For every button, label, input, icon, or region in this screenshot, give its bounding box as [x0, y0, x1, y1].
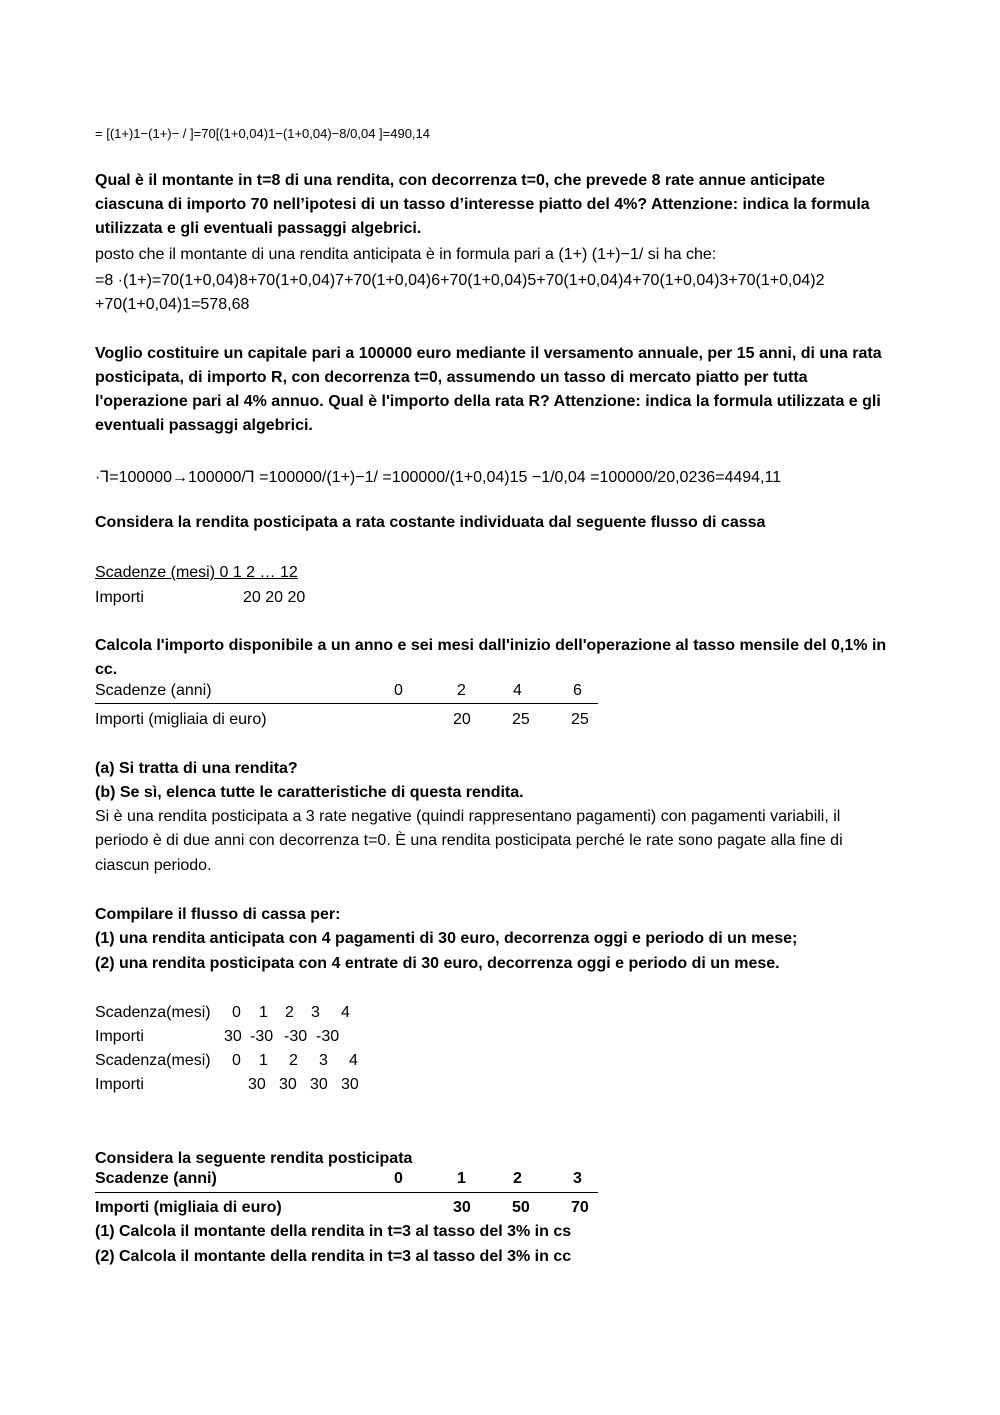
answer-1-line-2: =8 ·(1+)=70(1+0,04)8+70(1+0,04)7+70(1+0,04)6+70(1+0,04)5+70(1+0,04)4+70(1+0,04)3+70(1+0,04)2: [95, 272, 825, 289]
table-header-cell: 1: [457, 1170, 466, 1187]
flow-importi-values: 20 20 20: [243, 589, 306, 606]
answer-4-line-1: Si è una rendita posticipata a 3 rate negative (quindi rappresentano pagamenti) con pagamenti variabili, il: [95, 808, 841, 825]
table-header-cell: 2: [457, 682, 466, 699]
table-cell: 70: [571, 1199, 589, 1216]
table-header-cell: 4: [513, 682, 522, 699]
flow-cell: -30: [316, 1028, 340, 1045]
flow-cell: 0: [232, 1052, 241, 1069]
flow-header-row: Scadenze (mesi) 0 1 2 … 12: [95, 564, 298, 581]
answer-4-line-2: periodo è di due anni con decorrenza t=0. È una rendita posticipata perché le rate sono pagate alla fine di: [95, 832, 843, 849]
question-5-line-2: (1) una rendita anticipata con 4 pagamenti di 30 euro, decorrenza oggi e periodo di un mese;: [95, 930, 798, 947]
flow-cell: 30: [248, 1076, 266, 1093]
flow-cell: 3: [319, 1052, 328, 1069]
question-3-title: Considera la rendita posticipata a rata costante individuata dal seguente flusso di cassa: [95, 514, 766, 531]
question-4-line-2: (b) Se sì, elenca tutte le caratteristiche di questa rendita.: [95, 784, 524, 801]
answer-1-line-1: posto che il montante di una rendita anticipata è in formula pari a (1+) (1+)−1/ si ha che:: [95, 246, 717, 263]
table-cell: 30: [453, 1199, 471, 1216]
question-2-line-1: Voglio costituire un capitale pari a 100000 euro mediante il versamento annuale, per 15 anni, di una rata: [95, 345, 882, 362]
question-2-line-3: l'operazione pari al 4% annuo. Qual è l'importo della rata R? Attenzione: indica la formula utilizzata e gli: [95, 393, 881, 410]
question-2-line-4: eventuali passaggi algebrici.: [95, 417, 313, 434]
flow-importi-label: Importi: [95, 589, 144, 606]
question-6-title: Considera la seguente rendita posticipata: [95, 1150, 413, 1167]
question-2-line-2: posticipata, di importo R, con decorrenza t=0, assumendo un tasso di mercato piatto per tutta: [95, 369, 808, 386]
question-1-line-3: utilizzata e gli eventuali passaggi algebrici.: [95, 220, 422, 237]
flow-cell: 0: [232, 1004, 241, 1021]
flow-cell: 2: [289, 1052, 298, 1069]
flow-cell: 2: [285, 1004, 294, 1021]
flow-row-label: Scadenza(mesi): [95, 1052, 211, 1069]
question-1-line-2: ciascuna di importo 70 nell’ipotesi di un tasso d’interesse piatto del 4%? Attenzione: indica la formula: [95, 196, 870, 213]
flow-cell: 1: [259, 1004, 268, 1021]
question-5-line-1: Compilare il flusso di cassa per:: [95, 906, 341, 923]
question-1-line-1: Qual è il montante in t=8 di una rendita, con decorrenza t=0, che prevede 8 rate annue anticipate: [95, 172, 825, 189]
flow-cell: 30: [279, 1076, 297, 1093]
flow-cell: 3: [311, 1004, 320, 1021]
question-6-line-1: (1) Calcola il montante della rendita in t=3 al tasso del 3% in cs: [95, 1223, 572, 1240]
table-cell: 50: [512, 1199, 530, 1216]
answer-4-line-3: ciascun periodo.: [95, 857, 212, 874]
flow-cell: -30: [284, 1028, 308, 1045]
table-cell: 20: [453, 711, 471, 728]
table-header-cell: 6: [573, 682, 582, 699]
flow-cell: 30: [224, 1028, 242, 1045]
table-header-label: Scadenze (anni): [95, 682, 212, 699]
flow-cell: 1: [259, 1052, 268, 1069]
table-header-cell: 0: [394, 1170, 403, 1187]
table-divider: [95, 1192, 598, 1193]
table-cell: 25: [512, 711, 530, 728]
table-header-cell: 0: [394, 682, 403, 699]
table-divider: [95, 703, 598, 704]
formula-line: = [(1+)1−(1+)− / ]=70[(1+0,04)1−(1+0,04)−8/0,04 ]=490,14: [95, 126, 430, 141]
flow-cell: 4: [341, 1004, 350, 1021]
flow-cell: 4: [349, 1052, 358, 1069]
table-header-cell: 3: [573, 1170, 582, 1187]
table-header-label: Scadenze (anni): [95, 1170, 217, 1187]
table-cell: 25: [571, 711, 589, 728]
flow-row-label: Importi: [95, 1028, 144, 1045]
table-row-label: Importi (migliaia di euro): [95, 1199, 282, 1216]
answer-1-line-3: +70(1+0,04)1=578,68: [95, 296, 250, 313]
question-5-line-3: (2) una rendita posticipata con 4 entrate di 30 euro, decorrenza oggi e periodo di un mese.: [95, 955, 780, 972]
table-row-label: Importi (migliaia di euro): [95, 711, 267, 728]
flow-row-label: Importi: [95, 1076, 144, 1093]
question-3-calc-line-2: cc.: [95, 661, 118, 678]
question-6-line-2: (2) Calcola il montante della rendita in t=3 al tasso del 3% in cc: [95, 1248, 572, 1265]
flow-cell: 30: [310, 1076, 328, 1093]
flow-row-label: Scadenza(mesi): [95, 1004, 211, 1021]
question-4-line-1: (a) Si tratta di una rendita?: [95, 760, 298, 777]
flow-cell: -30: [250, 1028, 274, 1045]
flow-cell: 30: [341, 1076, 359, 1093]
table-header-cell: 2: [513, 1170, 522, 1187]
question-3-calc-line-1: Calcola l'importo disponibile a un anno e sei mesi dall'inizio dell'operazione al tasso mensile del 0,1% in: [95, 637, 887, 654]
answer-2: ·ꓶ=100000→100000/ꓶ =100000/(1+)−1/ =100000/(1+0,04)15 −1/0,04 =100000/20,0236=4494,11: [95, 469, 782, 486]
